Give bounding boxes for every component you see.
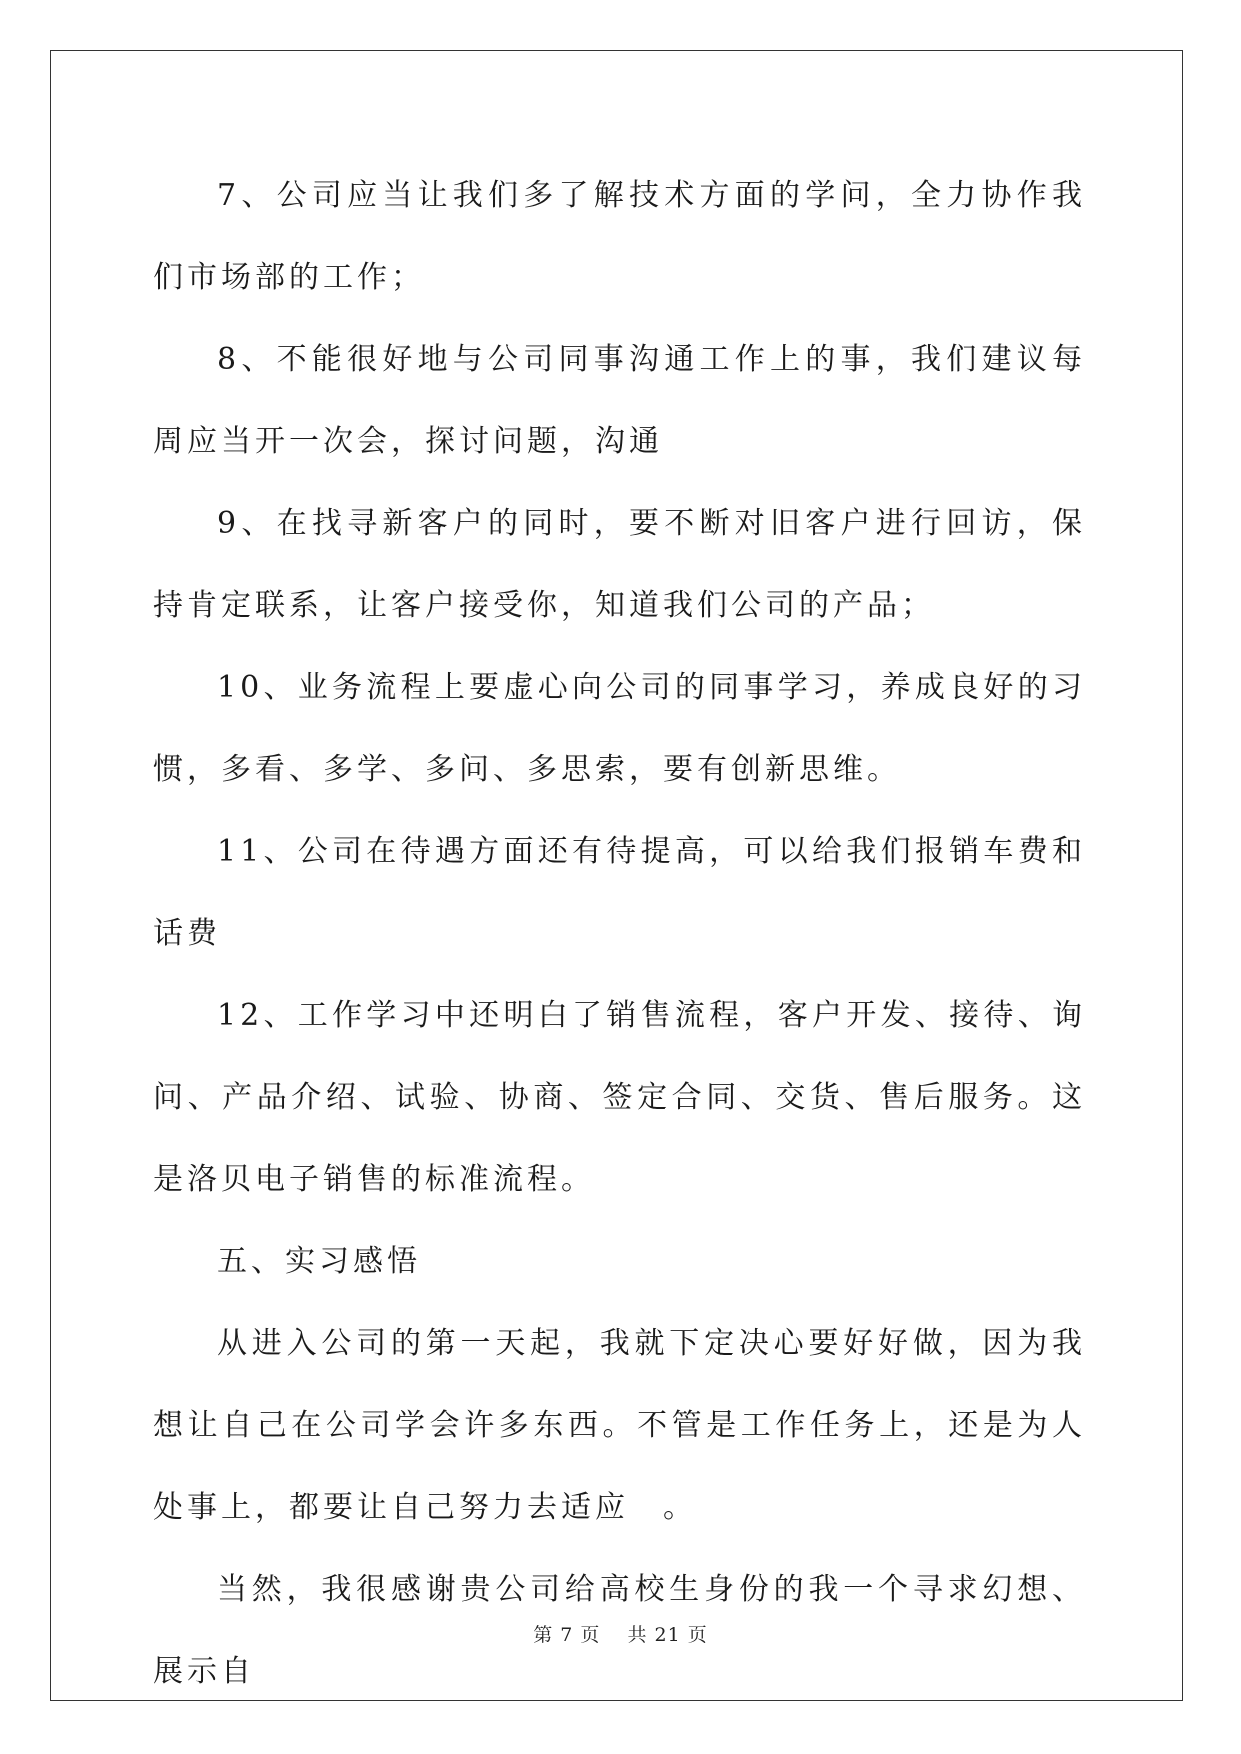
paragraph-10: 10、业务流程上要虚心向公司的同事学习，养成良好的习惯，多看、多学、多问、多思索，要有创新思维。 (153, 670, 1086, 787)
section-heading: 五、实习感悟 (217, 1244, 421, 1279)
paragraph-11: 11、公司在待遇方面还有待提高，可以给我们报销车费和话费 (153, 834, 1086, 951)
paragraph-9: 9、在找寻新客户的同时，要不断对旧客户进行回访，保持肯定联系，让客户接受你，知道我们公司的产品； (153, 506, 1086, 623)
page-footer (0, 1620, 1241, 1647)
paragraph-12: 12、工作学习中还明白了销售流程，客户开发、接待、询问、产品介绍、试验、协商、签定合同、交货、售后服务。这是洛贝电子销售的标准流程。 (153, 998, 1086, 1197)
page-number: 第 7 页 共 21 页 (533, 1624, 708, 1646)
paragraph-reflection-1: 从进入公司的第一天起，我就下定决心要好好做，因为我想让自己在公司学会许多东西。不管是工作任务上，还是为人处事上，都要让自己努力去适应 。 (153, 1326, 1086, 1525)
paragraph-reflection-2: 当然，我很感谢贵公司给高校生身份的我一个寻求幻想、展示自 (153, 1572, 1086, 1689)
document-body (153, 155, 1086, 1713)
paragraph-7: 7、公司应当让我们多了解技术方面的学问，全力协作我们市场部的工作； (153, 178, 1086, 295)
paragraph-8: 8、不能很好地与公司同事沟通工作上的事，我们建议每周应当开一次会，探讨问题，沟通 (153, 342, 1086, 459)
